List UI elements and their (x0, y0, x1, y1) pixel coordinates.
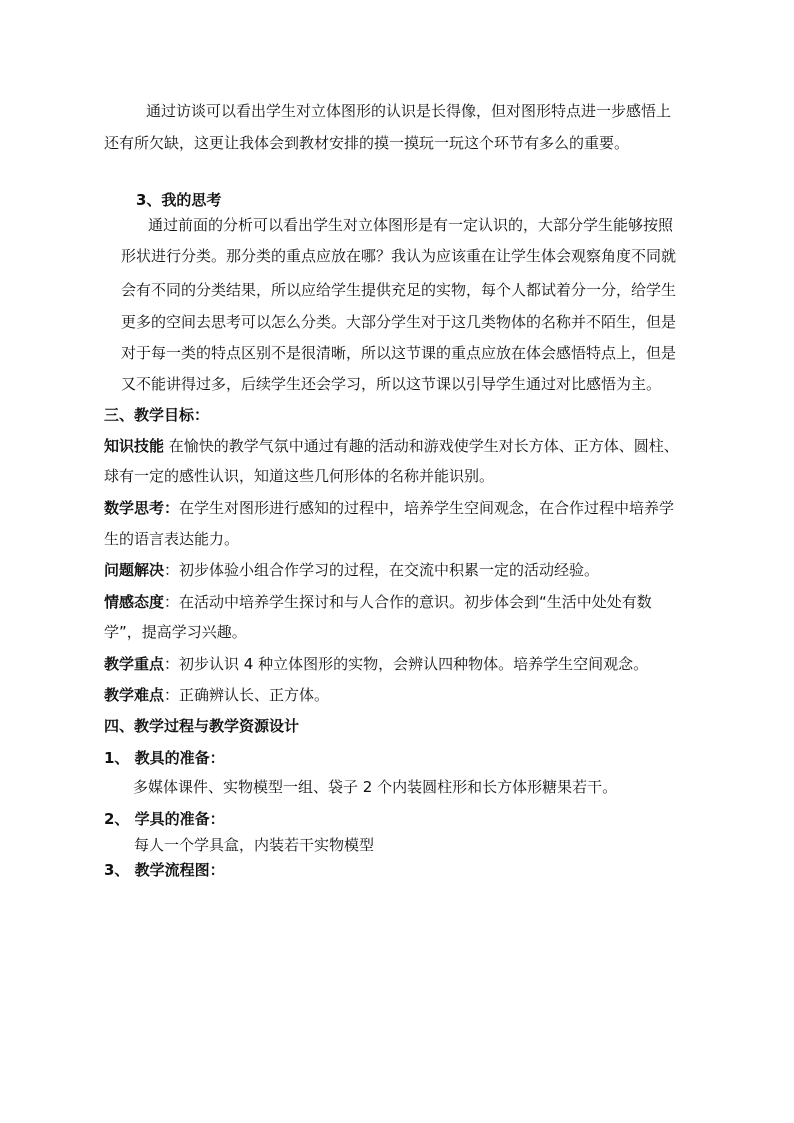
math-thinking-line-2: 生的语言表达能力。 (104, 530, 240, 548)
teaching-difficulty-label: 教学难点 (104, 686, 165, 704)
item-2-text: 每人一个学具盒，内装若干实物模型 (134, 836, 375, 854)
heading-teaching-goals: 三、教学目标： (104, 406, 210, 424)
emotion-attitude-line-1 (104, 592, 652, 612)
paragraph-2-line-1: 通过前面的分析可以看出学生对立体图形是有一定认识的，大部分学生能够按照 (148, 216, 674, 234)
math-thinking-label: 数学思考： (104, 499, 180, 517)
teaching-key-line (104, 654, 648, 674)
item-1-title: 1、 教具的准备： (104, 749, 225, 767)
emotion-attitude-text: ：在活动中培养学生探讨和与人合作的意识。初步体会到“生活中处处有数 (164, 593, 652, 611)
teaching-difficulty-text: ：正确辨认长、正方体。 (164, 686, 330, 704)
knowledge-skills-text: 在愉快的教学气氛中通过有趣的活动和游戏使学生对长方体、正方体、圆柱、 (164, 437, 679, 455)
knowledge-skills-label: 知识技能 (104, 437, 165, 455)
section-3-title: 3、我的思考 (136, 191, 222, 209)
item-2-title: 2、 学具的准备： (104, 810, 225, 828)
paragraph-2-line-6: 又不能讲得过多，后续学生还会学习，所以这节课以引导学生通过对比感悟为主。 (121, 375, 662, 393)
paragraph-2-line-5: 对于每一类的特点区别不是很清晰，所以这节课的重点应放在体会感悟特点上，但是 (121, 344, 677, 362)
math-thinking-line-1 (104, 498, 674, 518)
paragraph-2-line-3: 会有不同的分类结果，所以应给学生提供充足的实物，每个人都试着分一分，给学生 (121, 281, 677, 299)
paragraph-1-line-1: 通过访谈可以看出学生对立体图形的认识是长得像，但对图形特点进一步感悟上 (146, 102, 672, 120)
heading-teaching-process: 四、教学过程与教学资源设计 (104, 717, 300, 735)
paragraph-2-line-2: 形状进行分类。那分类的重点应放在哪？我认为应该重在让学生体会观察角度不同就 (121, 247, 677, 265)
math-thinking-text: 在学生对图形进行感知的过程中，培养学生空间观念，在合作过程中培养学 (179, 499, 675, 517)
paragraph-1-line-2: 还有所欠缺，这更让我体会到教材安排的摸一摸玩一玩这个环节有多么的重要。 (104, 134, 630, 152)
emotion-attitude-label: 情感态度 (104, 593, 165, 611)
emotion-attitude-line-2: 学”，提高学习兴趣。 (104, 623, 247, 641)
problem-solving-text: ：初步体验小组合作学习的过程，在交流中积累一定的活动经验。 (164, 561, 600, 579)
item-3-title: 3、 教学流程图： (104, 861, 225, 879)
problem-solving-label: 问题解决 (104, 561, 165, 579)
teaching-difficulty-line (104, 685, 329, 705)
problem-solving-line (104, 560, 599, 580)
paragraph-2-line-4: 更多的空间去思考可以怎么分类。大部分学生对于这几类物体的名称并不陌生，但是 (121, 313, 677, 331)
teaching-key-text: ：初步认识 4 种立体图形的实物，会辨认四种物体。培养学生空间观念。 (164, 655, 649, 673)
knowledge-skills-line-1 (104, 436, 679, 456)
knowledge-skills-line-2: 球有一定的感性认识，知道这些几何形体的名称并能识别。 (104, 467, 495, 485)
teaching-key-label: 教学重点 (104, 655, 165, 673)
item-1-text: 多媒体课件、实物模型一组、袋子 2 个内装圆柱形和长方体形糖果若干。 (133, 778, 618, 796)
